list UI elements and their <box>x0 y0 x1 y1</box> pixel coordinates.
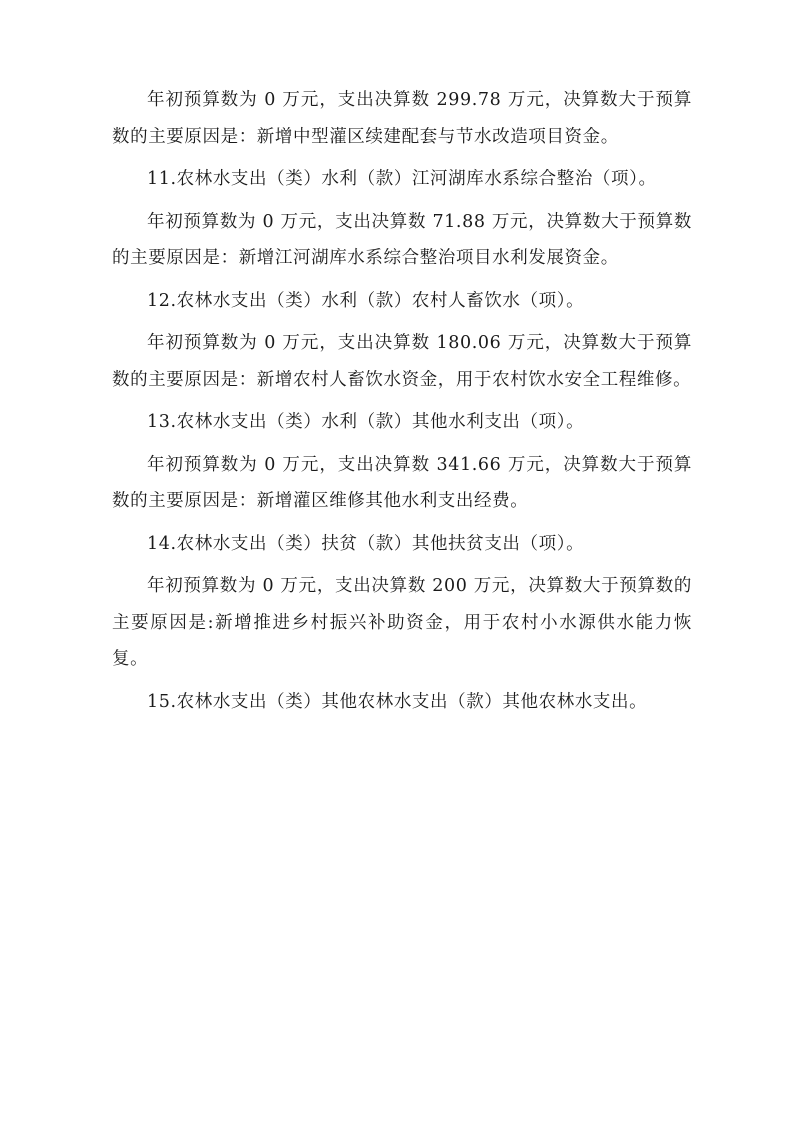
paragraph-budget-note: 年初预算数为 0 万元，支出决算数 200 万元，决算数大于预算数的主要原因是:新增推进乡村振兴补助资金，用于农村小水源供水能力恢复。 <box>112 576 692 669</box>
paragraph-budget-note: 年初预算数为 0 万元，支出决算数 299.78 万元，决算数大于预算数的主要原因是：新增中型灌区续建配套与节水改造项目资金。 <box>112 90 692 147</box>
section-heading-14: 14.农林水支出（类）扶贫（款）其他扶贫支出（项）。 <box>147 533 585 554</box>
section-heading-11: 11.农林水支出（类）水利（款）江河湖库水系综合整治（项）。 <box>147 169 657 189</box>
paragraph-budget-note: 年初预算数为 0 万元，支出决算数 180.06 万元，决算数大于预算数的主要原因是：新增农村人畜饮水资金，用于农村饮水安全工程维修。 <box>112 333 692 390</box>
document-body <box>112 82 692 720</box>
section-heading-15: 15.农林水支出（类）其他农林水支出（款）其他农林水支出。 <box>147 691 648 712</box>
section-heading-12: 12.农林水支出（类）水利（款）农村人畜饮水（项）。 <box>147 290 585 311</box>
paragraph-budget-note: 年初预算数为 0 万元，支出决算数 341.66 万元，决算数大于预算数的主要原因是：新增灌区维修其他水利支出经费。 <box>112 454 692 511</box>
section-heading-13: 13.农林水支出（类）水利（款）其他水利支出（项）。 <box>147 412 585 432</box>
paragraph-budget-note: 年初预算数为 0 万元，支出决算数 71.88 万元，决算数大于预算数的主要原因是：新增江河湖库水系综合整治项目水利发展资金。 <box>112 211 692 268</box>
